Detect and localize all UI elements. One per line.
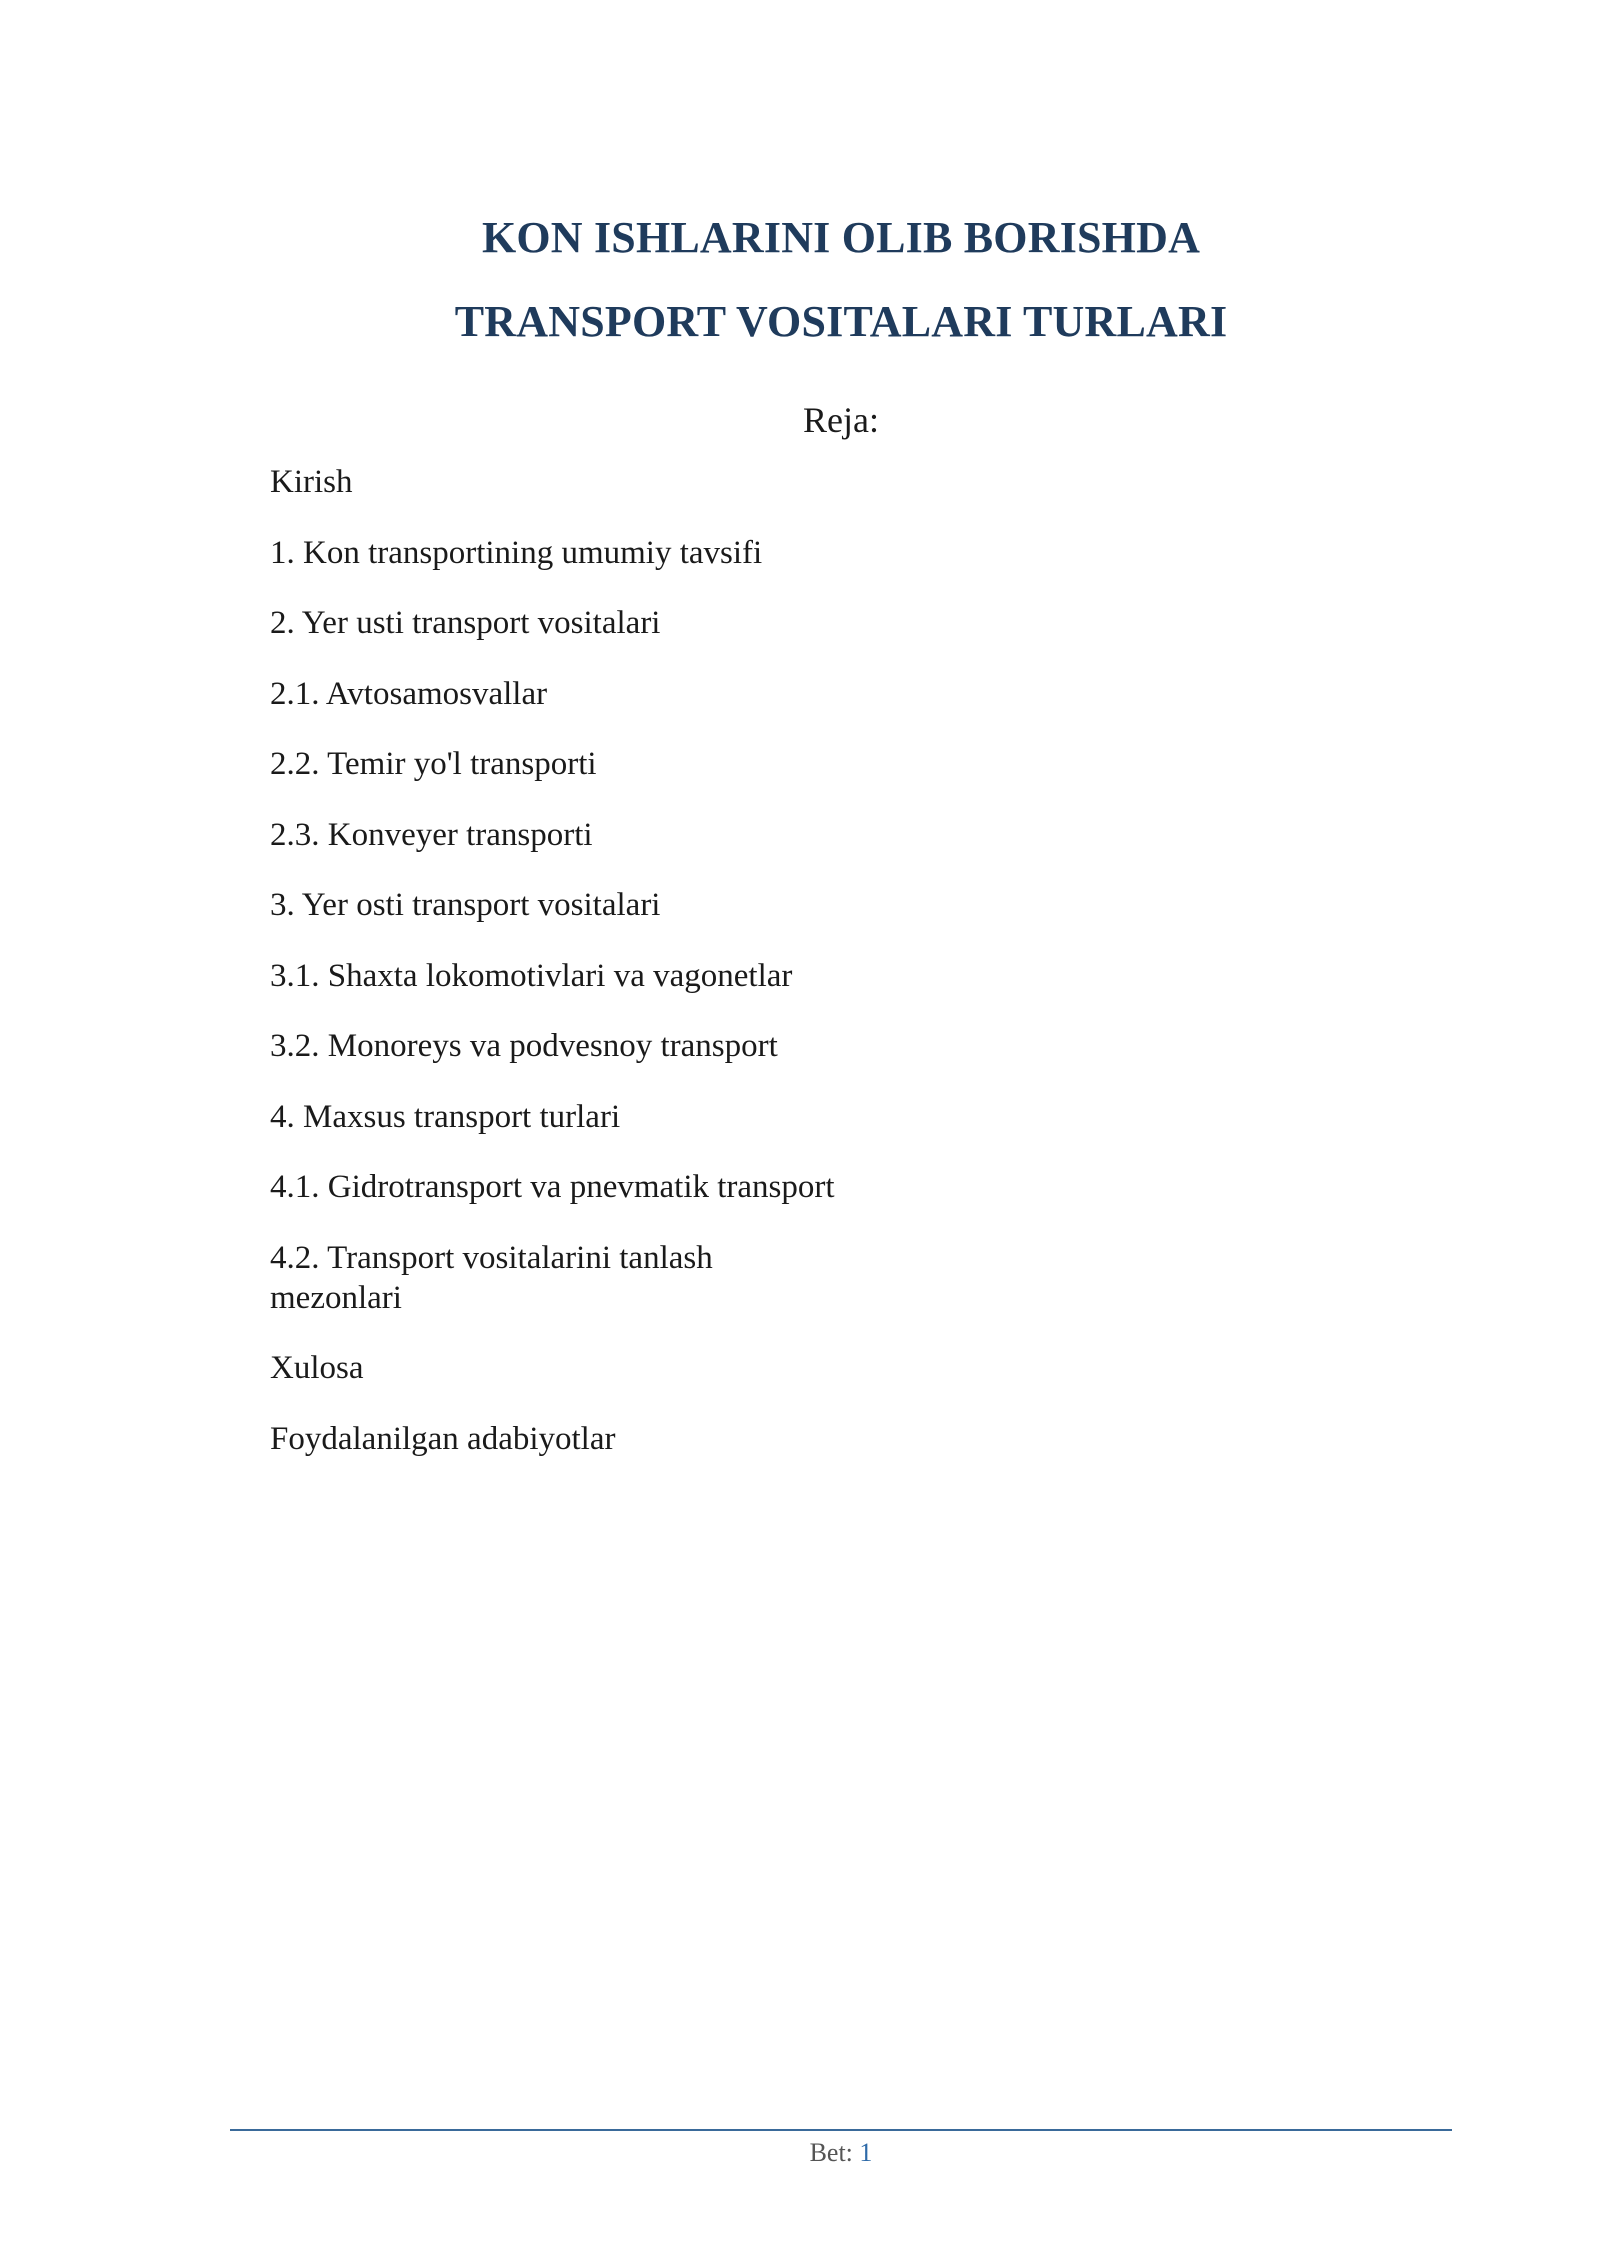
toc-item: 2. Yer usti transport vositalari [270,605,661,641]
document-title [0,196,1600,364]
plan-heading: Reja: [803,400,879,440]
table-of-contents [270,462,840,1489]
toc-item: Foydalanilgan adabiyotlar [270,1420,616,1457]
toc-item: Xulosa [270,1350,364,1386]
page-label: Bet: [809,2138,860,2167]
title-line-2: TRANSPORT VOSITALARI TURLARI [454,297,1228,346]
toc-item: 2.3. Konveyer transporti [270,816,593,853]
toc-item: 4.1. Gidrotransport va pnevmatik transport [270,1169,835,1205]
toc-item: 2.1. Avtosamosvallar [270,675,548,712]
toc-item: 4.2. Transport vositalarini tanlash mezonlari [270,1239,713,1316]
page-footer [0,2136,1600,2170]
footer-divider [230,2129,1452,2131]
title-line-1: KON ISHLARINI OLIB BORISHDA [481,213,1201,262]
toc-item: 3. Yer osti transport vositalari [270,887,661,923]
toc-item: 3.2. Monoreys va podvesnoy transport [270,1028,778,1064]
toc-item: Kirish [270,464,353,500]
toc-item: 1. Kon transportining umumiy tavsifi [270,534,763,571]
page-number: 1 [859,2138,873,2167]
toc-item: 3.1. Shaxta lokomotivlari va vagonetlar [270,957,793,994]
toc-item: 2.2. Temir yo'l transporti [270,746,597,782]
toc-item: 4. Maxsus transport turlari [270,1098,621,1135]
